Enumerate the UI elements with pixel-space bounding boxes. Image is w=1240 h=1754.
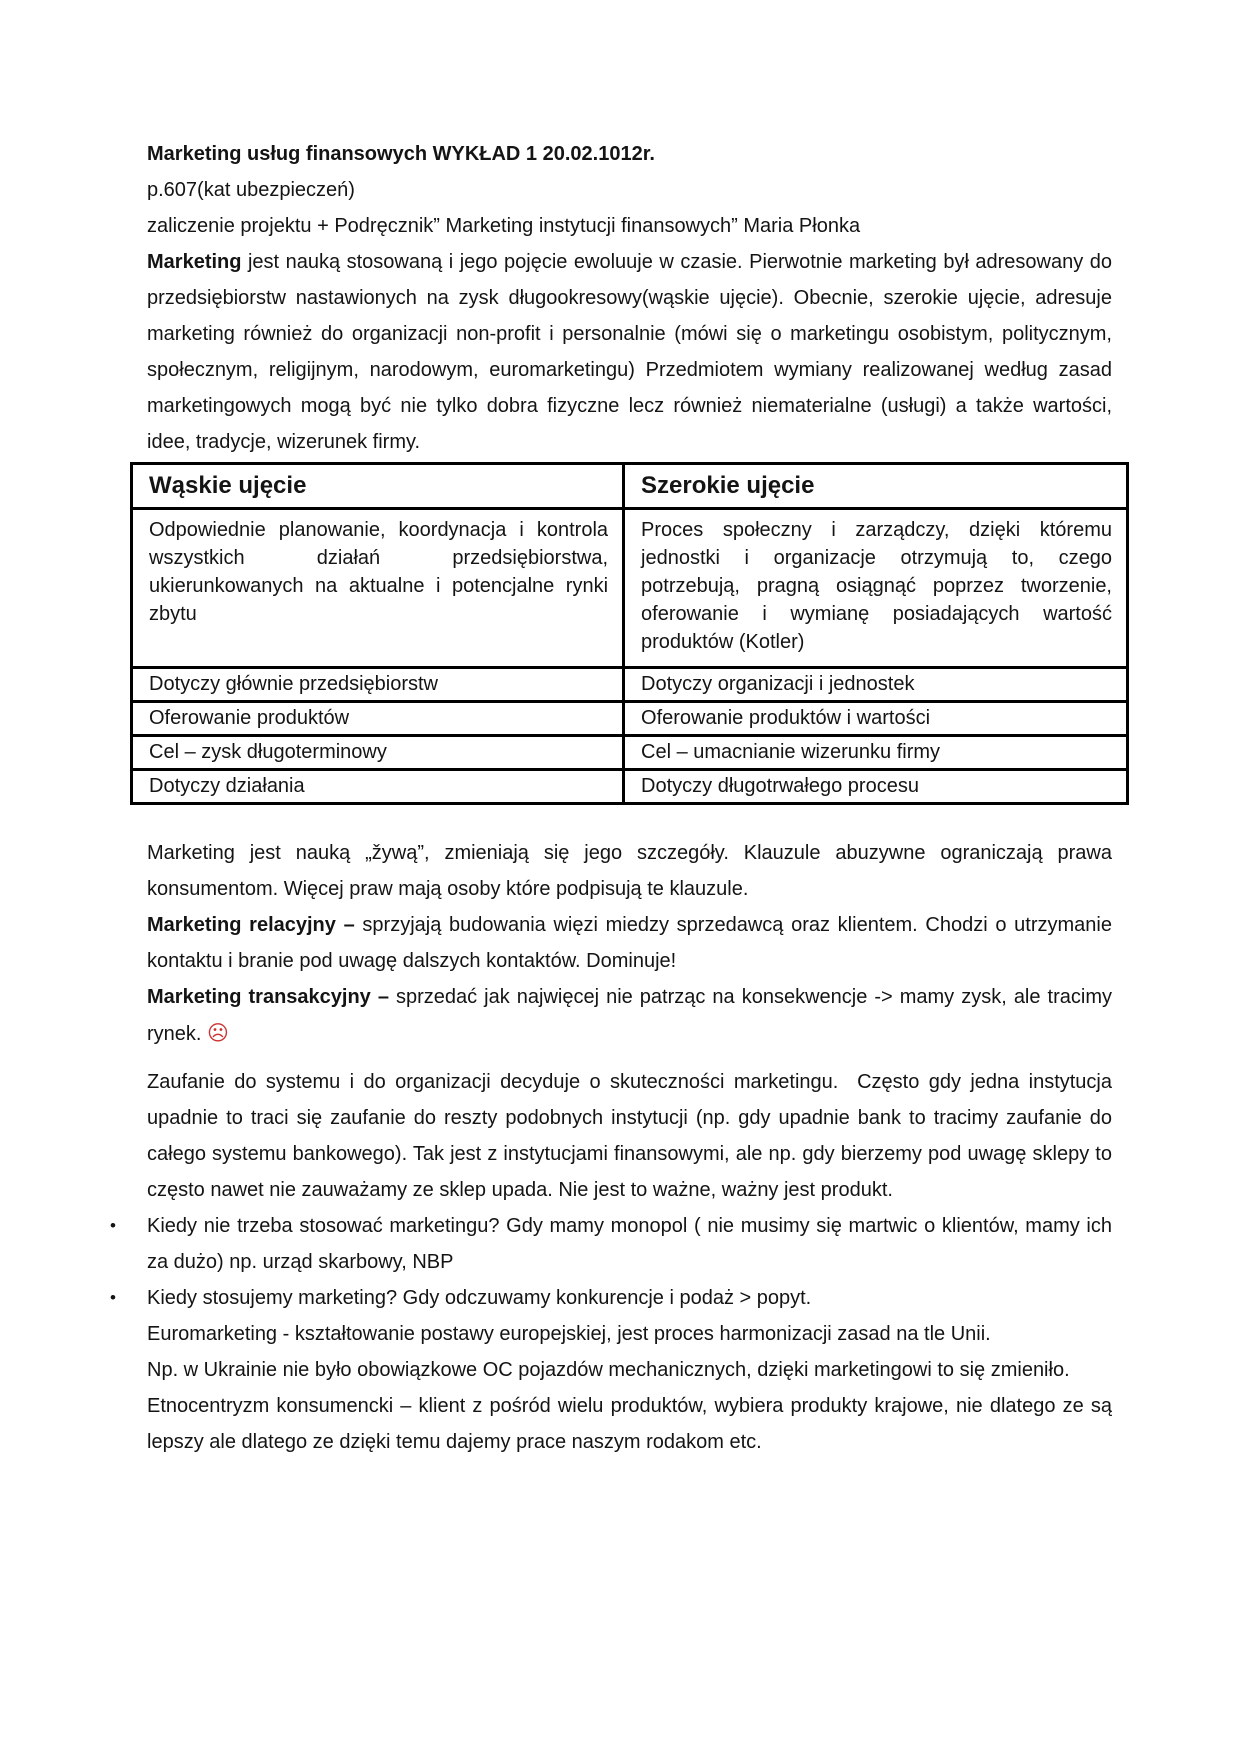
table-header-row bbox=[132, 464, 1128, 509]
table-cell: Dotyczy długotrwałego procesu bbox=[624, 770, 1128, 804]
bullet-item-konkurencja bbox=[110, 1280, 1112, 1316]
paragraph-marketing-relacyjny bbox=[147, 907, 1112, 979]
doc-note-credit: zaliczenie projektu + Podręcznik” Marketing instytucji finansowych” Maria Płonka bbox=[147, 215, 861, 237]
bullet-text: Kiedy stosujemy marketing? Gdy odczuwamy konkurencje i podaż > popyt. bbox=[147, 1287, 812, 1309]
transakcyjny-text: sprzedać jak najwięcej nie patrząc na konsekwencje -> mamy zysk, ale tracimy rynek. bbox=[147, 986, 1112, 1045]
table-cell: Oferowanie produktów bbox=[132, 702, 624, 736]
paragraph-ukraina: Np. w Ukrainie nie było obowiązkowe OC pojazdów mechanicznych, dzięki marketingowi to się zmieniło. bbox=[147, 1359, 1070, 1381]
table-cell: Cel – zysk długoterminowy bbox=[132, 736, 624, 770]
paragraph-zaufanie: Zaufanie do systemu i do organizacji decyduje o skuteczności marketingu. Często gdy jedna instytucja upadnie to traci się zaufanie do reszty podobnych instytucji (np. gdy upadnie bank to tracimy zaufanie do całego systemu bankowego). Tak jest z instytucjami finansowymi, ale np. gdy bierzemy pod uwagę sklepy to często nawet nie zauważamy ze sklep upada. Nie jest to ważne, ważny jest produkt. bbox=[147, 1071, 1112, 1201]
table-cell: Dotyczy działania bbox=[132, 770, 624, 804]
comparison-table bbox=[130, 462, 1129, 805]
table-row bbox=[132, 509, 1128, 668]
bullet-list bbox=[110, 1208, 1112, 1316]
table-header-szerokie-ujecie: Szerokie ujęcie bbox=[624, 464, 1128, 509]
bullet-icon: • bbox=[110, 1288, 116, 1307]
doc-note-page: p.607(kat ubezpieczeń) bbox=[147, 179, 355, 201]
table-row bbox=[132, 702, 1128, 736]
table-cell: Cel – umacnianie wizerunku firmy bbox=[624, 736, 1128, 770]
relacyjny-text: sprzyjają budowania więzi miedzy sprzedawcą oraz klientem. Chodzi o utrzymanie kontaktu i branie pod uwagę dalszych kontaktów. Dominuje! bbox=[147, 914, 1112, 972]
transakcyjny-lead: Marketing transakcyjny – bbox=[147, 986, 389, 1008]
paragraph-euromarketing: Euromarketing - kształtowanie postawy europejskiej, jest proces harmonizacji zasad na tle Unii. bbox=[147, 1323, 991, 1345]
intro-lead: Marketing bbox=[147, 251, 242, 273]
table-cell-definicja-waska: Odpowiednie planowanie, koordynacja i kontrola wszystkich działań przedsiębiorstwa, ukierunkowanych na aktualne i potencjalne rynki zbytu bbox=[132, 509, 624, 668]
paragraph-marketing-transakcyjny bbox=[147, 979, 1112, 1052]
relacyjny-lead: Marketing relacyjny – bbox=[147, 914, 355, 936]
table-cell-definicja-szeroka: Proces społeczny i zarządczy, dzięki któremu jednostki i organizacje otrzymują to, czego potrzebują, pragną osiągnąć poprzez tworzenie, oferowanie i wymianę posiadających wartość produktów (Kotler) bbox=[624, 509, 1128, 668]
table-row bbox=[132, 770, 1128, 804]
table-cell: Dotyczy głównie przedsiębiorstw bbox=[132, 668, 624, 702]
intro-text: jest nauką stosowaną i jego pojęcie ewoluuje w czasie. Pierwotnie marketing był adresowany do przedsiębiorstw nastawionych na zysk długookresowy(wąskie ujęcie). Obecnie, szerokie ujęcie, adresuje marketing również do organizacji non-profit i personalnie (mówi się o marketingu osobistym, politycznym, społecznym, religijnym, narodowym, euromarketingu) Przedmiotem wymiany realizowanej według zasad marketingowych mogą być nie tylko dobra fizyczne lecz również niematerialne (usługi) a także wartości, idee, tradycje, wizerunek firmy. bbox=[147, 251, 1112, 453]
table-header-waskie-ujecie: Wąskie ujęcie bbox=[132, 464, 624, 509]
table-row bbox=[132, 668, 1128, 702]
table-row bbox=[132, 736, 1128, 770]
paragraph-marketing-zywa: Marketing jest nauką „žywą”, zmieniają się jego szczegóły. Klauzule abuzywne ograniczają prawa konsumentom. Więcej praw mają osoby które podpisują te klauzule. bbox=[147, 842, 1112, 900]
paragraph-etnocentryzm: Etnocentryzm konsumencki – klient z pośród wielu produktów, wybiera produkty krajowe, nie dlatego ze są lepszy ale dlatego ze dzięki temu dajemy prace naszym rodakom etc. bbox=[147, 1395, 1112, 1453]
intro-paragraph bbox=[147, 244, 1112, 460]
doc-title: Marketing usług finansowych WYKŁAD 1 20.02.1012r. bbox=[147, 143, 655, 165]
table-cell: Dotyczy organizacji i jednostek bbox=[624, 668, 1128, 702]
sad-face-emoji: ☹ bbox=[207, 1021, 229, 1045]
bullet-text: Kiedy nie trzeba stosować marketingu? Gdy mamy monopol ( nie musimy się martwic o klientów, mamy ich za dużo) np. urząd skarbowy, NBP bbox=[147, 1215, 1112, 1273]
bullet-icon: • bbox=[110, 1216, 116, 1235]
bullet-item-monopol bbox=[110, 1208, 1112, 1280]
table-cell: Oferowanie produktów i wartości bbox=[624, 702, 1128, 736]
